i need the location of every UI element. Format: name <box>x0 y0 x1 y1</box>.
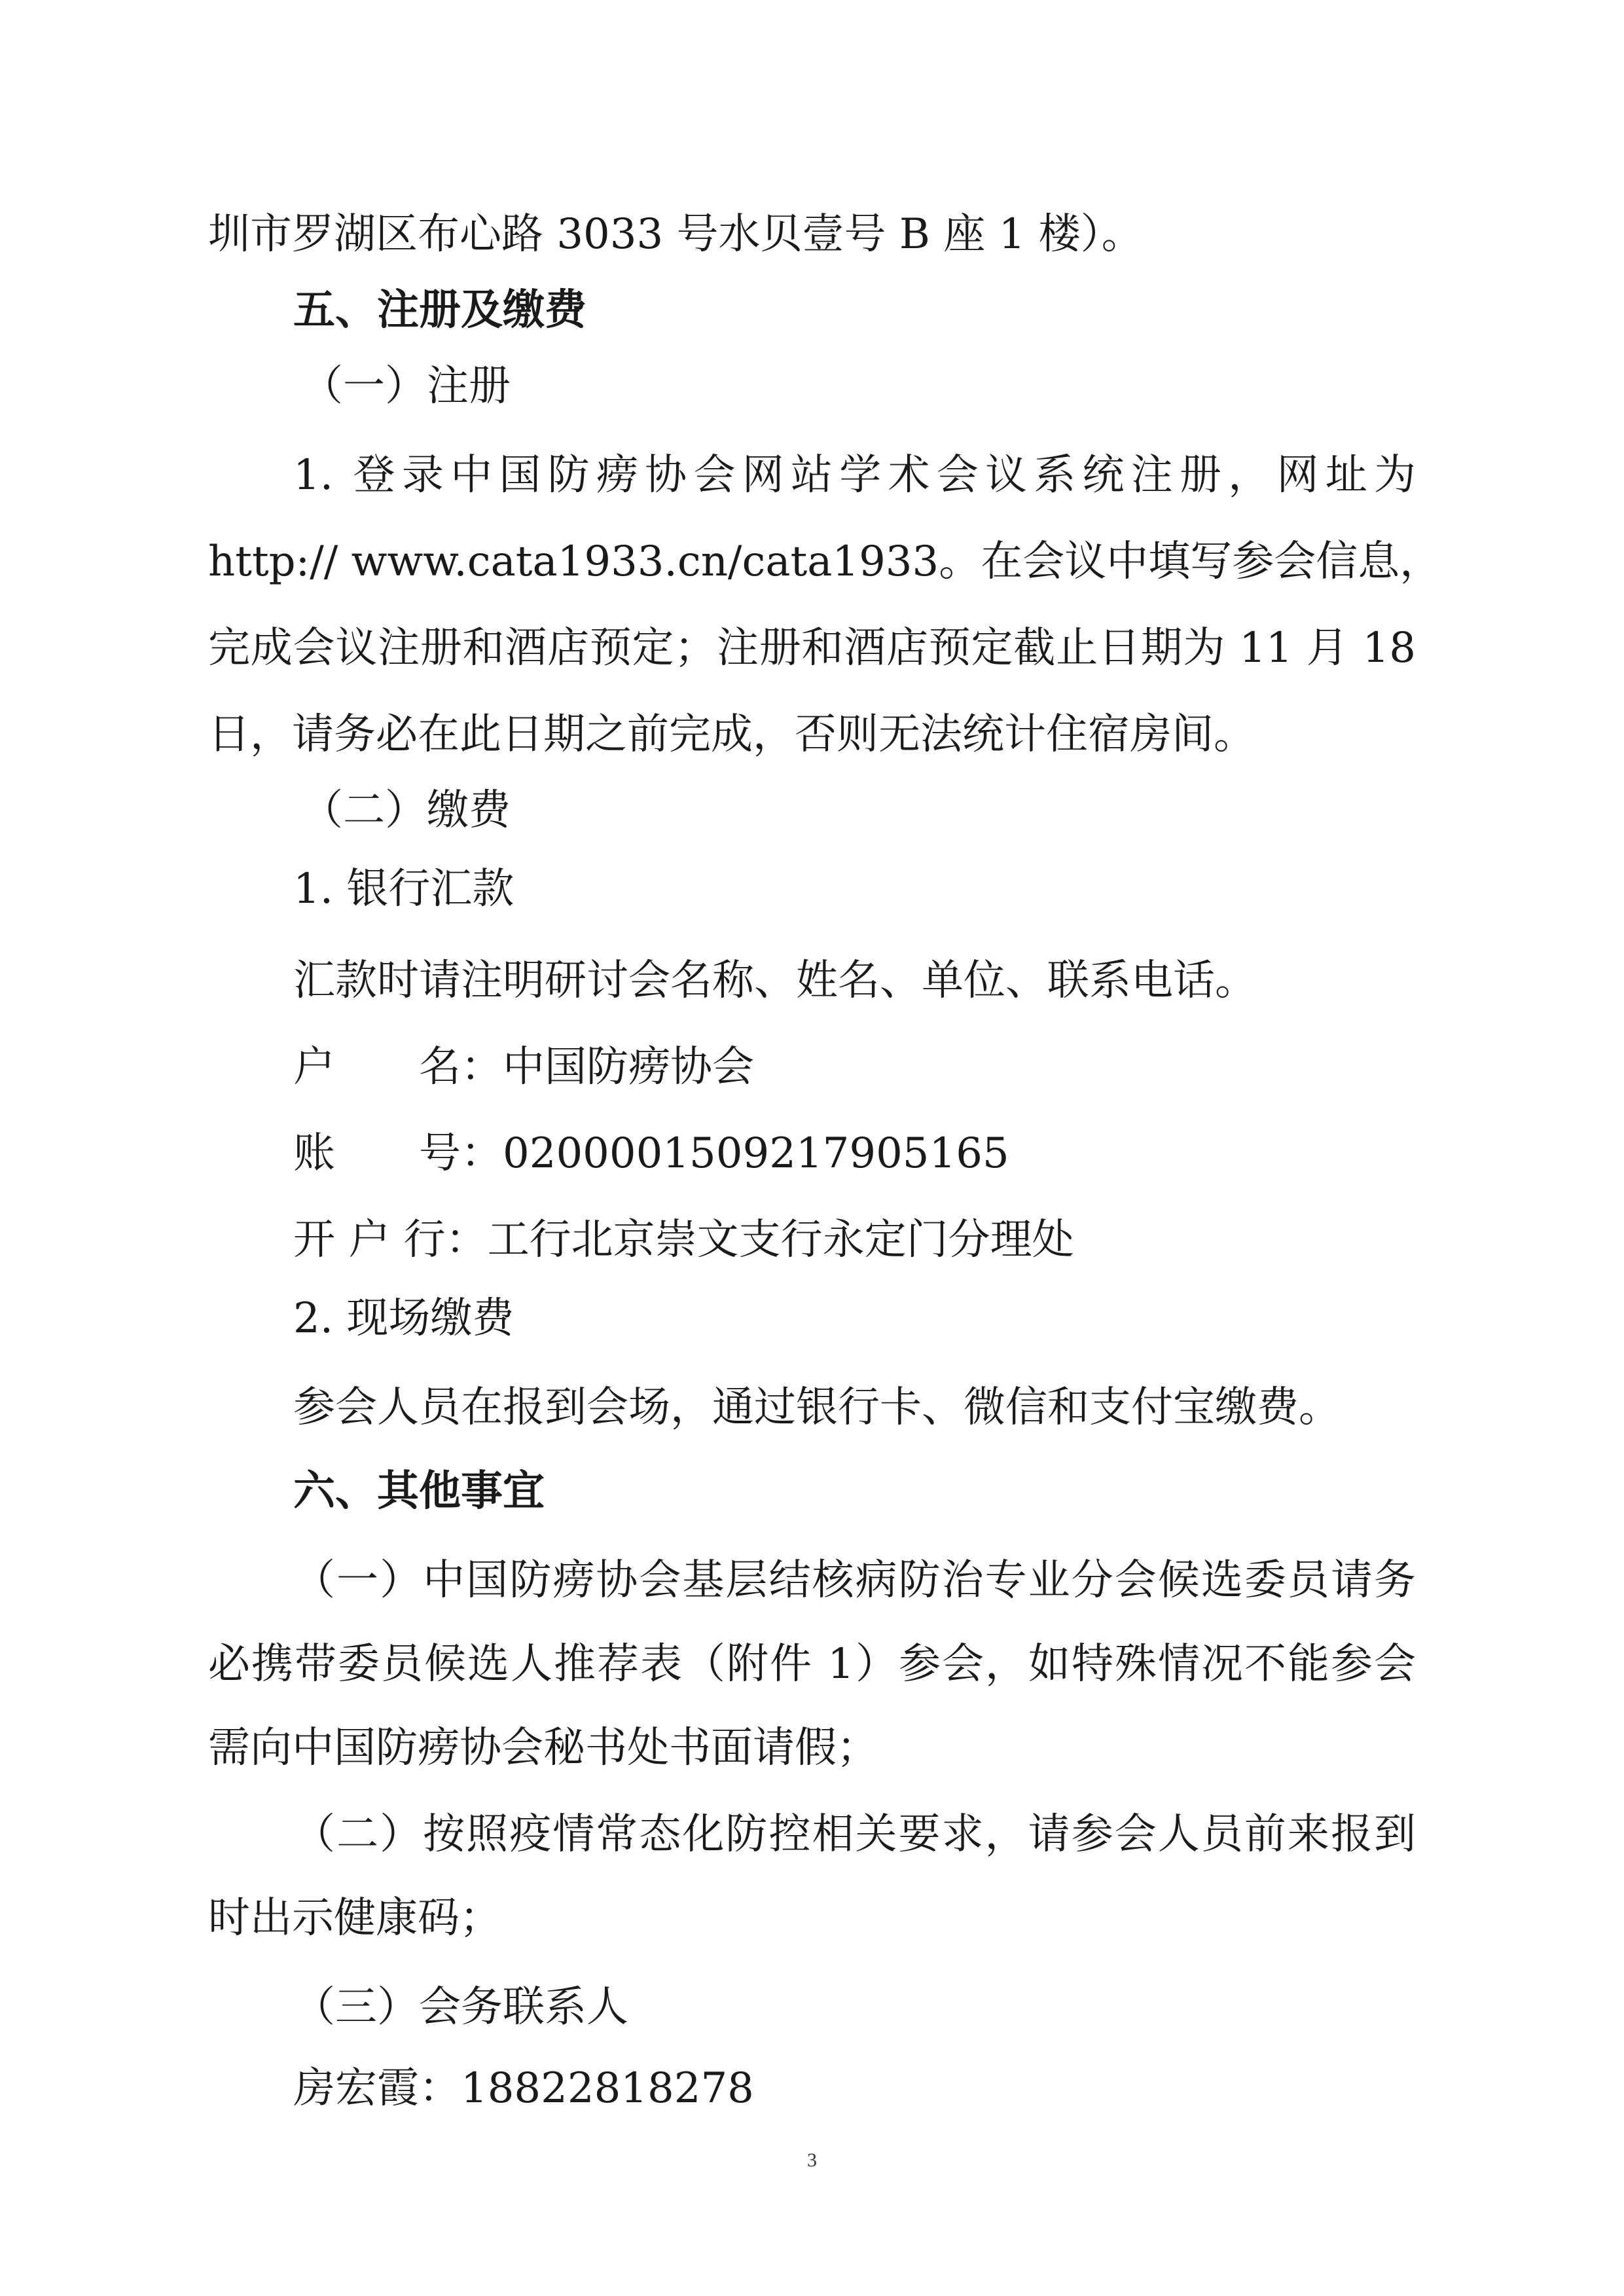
account-name-row <box>293 1041 754 1093</box>
bank-branch-label: 开 户 行： <box>293 1216 488 1264</box>
address-continuation: 圳市罗湖区布心路 3033 号水贝壹号 B 座 1 楼）。 <box>208 210 1144 259</box>
other-item-2-line-1: （二）按照疫情常态化防控相关要求，请参会人员前来报到 <box>293 1810 1416 1859</box>
subsection-heading-registration: （一）注册 <box>301 362 511 410</box>
other-item-1-line-1: （一）中国防痨协会基层结核病防治专业分会候选委员请务 <box>293 1556 1416 1605</box>
onsite-payment-title: 2. 现场缴费 <box>293 1294 514 1343</box>
other-item-1-line-3: 需向中国防痨协会秘书处书面请假； <box>208 1724 878 1772</box>
section-heading-6: 六、其他事宜 <box>293 1467 545 1516</box>
account-number-value: 0200001509217905165 <box>503 1129 1009 1178</box>
onsite-payment-note: 参会人员在报到会场，通过银行卡、微信和支付宝缴费。 <box>293 1383 1341 1432</box>
bank-transfer-note: 汇款时请注明研讨会名称、姓名、单位、联系电话。 <box>293 957 1257 1005</box>
contact-person: 房宏霞：18822818278 <box>293 2064 754 2113</box>
account-number-label: 账 号： <box>293 1129 503 1178</box>
bank-branch-value: 工行北京崇文支行永定门分理处 <box>487 1216 1074 1264</box>
other-item-1-line-2: 必携带委员候选人推荐表（附件 1）参会，如特殊情况不能参会 <box>208 1640 1416 1688</box>
section-heading-5: 五、注册及缴费 <box>293 286 586 335</box>
page-number: 3 <box>807 2149 817 2171</box>
registration-paragraph-line-3: 完成会议注册和酒店预定；注册和酒店预定截止日期为 11 月 18 <box>208 624 1416 672</box>
contact-heading: （三）会务联系人 <box>293 1983 628 2032</box>
account-name-value: 中国防痨协会 <box>503 1043 754 1091</box>
account-name-label: 户 名： <box>293 1043 503 1091</box>
registration-paragraph-line-2: http:// www.cata1933.cn/cata1933。在会议中填写参会信息， <box>208 538 1442 586</box>
registration-paragraph-line-4: 日，请务必在此日期之前完成，否则无法统计住宿房间。 <box>208 710 1255 759</box>
registration-paragraph-line-1: 1. 登录中国防痨协会网站学术会议系统注册，网址为 <box>293 451 1416 500</box>
other-item-2-line-2: 时出示健康码； <box>208 1894 501 1942</box>
bank-transfer-title: 1. 银行汇款 <box>293 865 514 913</box>
subsection-heading-payment: （二）缴费 <box>301 786 511 835</box>
bank-branch-row <box>293 1214 1074 1266</box>
account-number-row <box>293 1127 1009 1180</box>
